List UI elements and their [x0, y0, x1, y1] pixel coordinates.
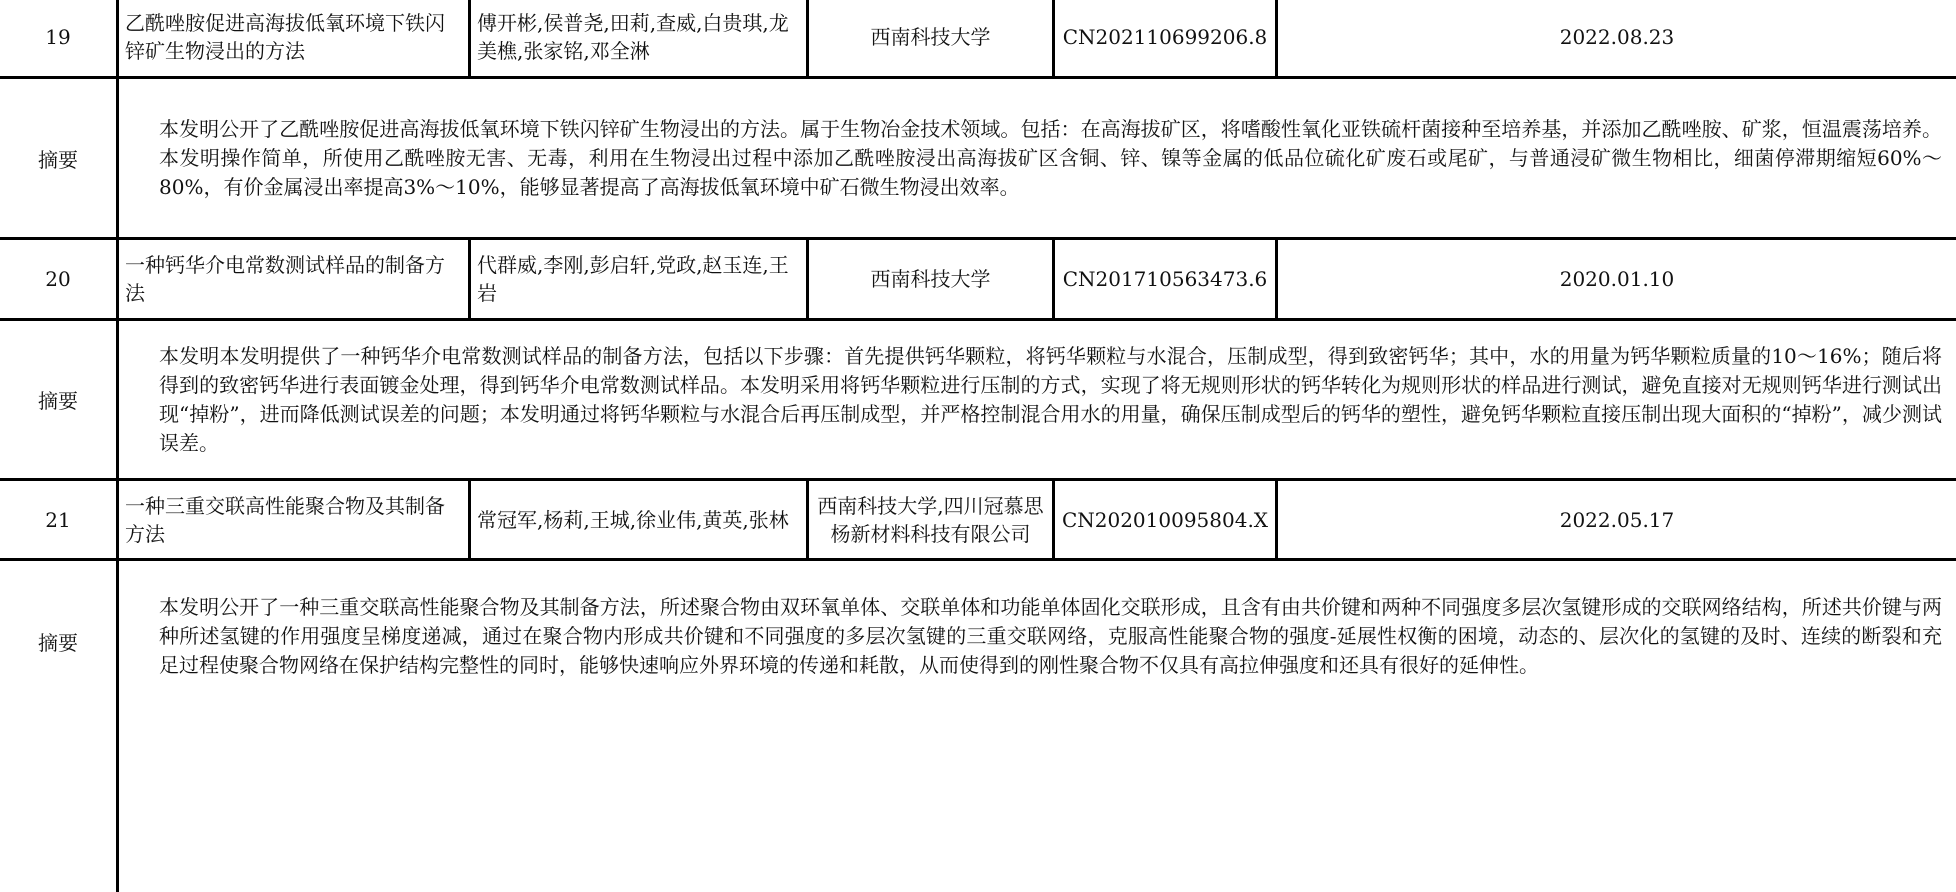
applicant: 西南科技大学 [870, 267, 991, 291]
serial-number: 19 [45, 24, 71, 49]
authorization-date: 2020.01.10 [1559, 267, 1675, 291]
abstract-text: 本发明公开了一种三重交联高性能聚合物及其制备方法，所述聚合物由双环氧单体、交联单体和功能单体固化交联形成，且含有由共价键和两种不同强度多层次氢键形成的交联网络结构，所述共价键与两种所述氢键的作用强度呈梯度递减，通过在聚合物内形成共价键和不同强度的多层次氢键的三重交联网络，克服高性能聚合物的强度-延展性权衡的困境，动态的、层次化的氢键的及时、连续的断裂和充足过程使聚合物网络在保护结构完整性的同时，能够快速响应外界环境的传递和耗散，从而使得到的刚性聚合物不仅具有高拉伸强度和还具有很好的延伸性。 [159, 595, 1942, 677]
abstract-row-20 [0, 321, 1956, 481]
abstract-cell [116, 561, 1956, 892]
applicant-cell [806, 0, 1052, 76]
application-number: CN201710563473.6 [1062, 267, 1268, 291]
title-cell [116, 240, 468, 318]
patent-row-20 [0, 240, 1956, 321]
abstract-text: 本发明公开了乙酰唑胺促进高海拔低氧环境下铁闪锌矿生物浸出的方法。属于生物冶金技术领域。包括：在高海拔矿区，将嗜酸性氧化亚铁硫杆菌接种至培养基，并添加乙酰唑胺、矿浆，恒温震荡培养。本发明操作简单，所使用乙酰唑胺无害、无毒，利用在生物浸出过程中添加乙酰唑胺浸出高海拔矿区含铜、锌、镍等金属的低品位硫化矿废石或尾矿，与普通浸矿微生物相比，细菌停滞期缩短60%～80%，有价金属浸出率提高3%～10%，能够显著提高了高海拔低氧环境中矿石微生物浸出效率。 [159, 116, 1942, 199]
inventors-cell [468, 0, 806, 76]
date-cell [1275, 240, 1956, 318]
authorization-date: 2022.08.23 [1559, 24, 1675, 49]
serial-number: 20 [45, 267, 71, 291]
authorization-date: 2022.05.17 [1559, 507, 1675, 532]
patent-row-21 [0, 481, 1956, 561]
serial-number-cell [0, 0, 116, 76]
date-cell [1275, 0, 1956, 76]
applicant-cell [806, 481, 1052, 558]
inventors-cell [468, 240, 806, 318]
patent-title: 一种钙华介电常数测试样品的制备方法 [125, 253, 445, 305]
application-number-cell [1052, 481, 1275, 558]
abstract-label-cell [0, 561, 116, 892]
inventors: 常冠军,杨莉,王城,徐业伟,黄英,张林 [477, 507, 789, 532]
inventors: 傅开彬,侯普尧,田莉,查威,白贵琪,龙美樵,张家铭,邓全淋 [477, 10, 789, 63]
serial-number: 21 [45, 507, 71, 532]
abstract-label: 摘要 [38, 147, 78, 172]
abstract-label: 摘要 [38, 631, 78, 655]
application-number-cell [1052, 0, 1275, 76]
abstract-text: 本发明本发明提供了一种钙华介电常数测试样品的制备方法，包括以下步骤：首先提供钙华颗粒，将钙华颗粒与水混合，压制成型，得到致密钙华；其中，水的用量为钙华颗粒质量的10～16%；随后将得到的致密钙华进行表面镀金处理，得到钙华介电常数测试样品。本发明采用将钙华颗粒进行压制的方式，实现了将无规则形状的钙华转化为规则形状的样品进行测试，避免直接对无规则钙华进行测试出现“掉粉”，进而降低测试误差的问题；本发明通过将钙华颗粒与水混合后再压制成型，并严格控制混合用水的用量，确保压制成型后的钙华的塑性，避免钙华颗粒直接压制出现大面积的“掉粉”，减少测试误差。 [159, 343, 1942, 455]
date-cell [1275, 481, 1956, 558]
applicant: 西南科技大学 [870, 24, 991, 49]
applicant: 西南科技大学,四川冠慕思杨新材料科技有限公司 [817, 493, 1044, 546]
serial-number-cell [0, 481, 116, 558]
abstract-row-21 [0, 561, 1956, 892]
applicant-cell [806, 240, 1052, 318]
abstract-label-cell [0, 321, 116, 478]
patent-row-19 [0, 0, 1956, 79]
abstract-label-cell [0, 79, 116, 237]
abstract-cell [116, 79, 1956, 237]
patent-title: 一种三重交联高性能聚合物及其制备方法 [125, 493, 445, 546]
serial-number-cell [0, 240, 116, 318]
inventors: 代群威,李刚,彭启轩,党政,赵玉连,王岩 [477, 253, 789, 305]
application-number: CN202110699206.8 [1062, 24, 1268, 49]
abstract-cell [116, 321, 1956, 478]
title-cell [116, 0, 468, 76]
application-number-cell [1052, 240, 1275, 318]
patent-title: 乙酰唑胺促进高海拔低氧环境下铁闪锌矿生物浸出的方法 [125, 10, 445, 63]
title-cell [116, 481, 468, 558]
application-number: CN202010095804.X [1061, 507, 1269, 532]
abstract-row-19 [0, 79, 1956, 240]
abstract-label: 摘要 [38, 389, 78, 413]
inventors-cell [468, 481, 806, 558]
